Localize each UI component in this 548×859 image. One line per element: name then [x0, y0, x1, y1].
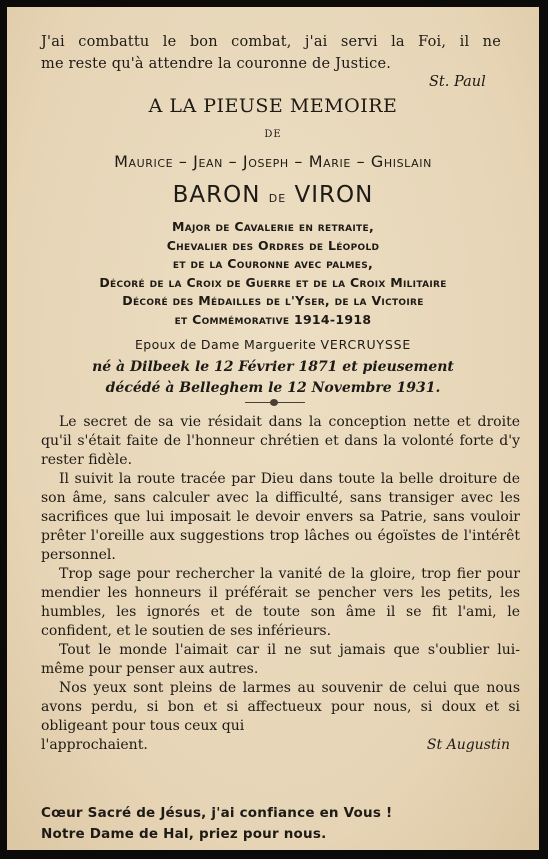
memorial-de: DE [264, 129, 282, 140]
memorial-card [7, 7, 539, 850]
deceased-given-names: Maurice – Jean – Joseph – Marie – Ghislain [114, 152, 432, 171]
epigraph-line-2: me reste qu'à attendre la couronne de Justice. [41, 56, 392, 72]
baron-particle: de [268, 187, 287, 206]
death-line: décédé à Belleghem le 12 Novembre 1931. [105, 380, 441, 396]
birth-line: né à Dilbeek le 12 Février 1871 et pieusement [92, 359, 454, 375]
baron-prefix: BARON [172, 182, 261, 208]
eulogy-paragraph: Tout le monde l'aimait car il ne sut jamais que s'oublier lui-même pour penser aux autres. [41, 642, 520, 677]
honour-line: Décoré des Médailles de l'Yser, de la Victoire [122, 293, 424, 308]
epigraph-line-1: J'ai combattu le bon combat, j'ai servi la Foi, il ne [41, 34, 501, 50]
spouse-line [7, 337, 539, 352]
epigraph-signature: St. Paul [429, 74, 486, 90]
memorial-heading: A LA PIEUSE MEMOIRE [148, 95, 398, 117]
prayers [41, 803, 521, 845]
honour-line: Chevalier des Ordres de Léopold [166, 237, 380, 253]
spouse-surname: VERCRUYSSE [320, 337, 412, 352]
epigraph [41, 31, 501, 75]
birth-death-dates [7, 357, 539, 399]
honour-line: et de la Couronne avec palmes, [172, 256, 374, 271]
prayer-line: Cœur Sacré de Jésus, j'ai confiance en Vous ! [41, 805, 393, 821]
divider-ornament [270, 399, 278, 406]
eulogy-closing-word: l'approchaient. [41, 737, 148, 753]
prayer-line: Notre Dame de Hal, priez pour nous. [41, 826, 327, 842]
deceased-title-name [7, 182, 539, 208]
honour-line: et Commémorative 1914-1918 [174, 311, 372, 327]
eulogy-text [41, 413, 520, 755]
eulogy-signature: St Augustin [426, 737, 510, 753]
eulogy-paragraph: Trop sage pour rechercher la vanité de la gloire, trop fier pour mendier les honneurs il préférait se pencher vers les petits, les humbles, les ignorés et de toute son âme il se fit l'ami, le confident, et le soutien de ses inférieurs. [41, 566, 520, 639]
eulogy-paragraph: Nos yeux sont pleins de larmes au souvenir de celui que nous avons perdu, si bon et si affectueux pour nous, si doux et si obligeant pour tous ceux qui [41, 680, 520, 734]
eulogy-paragraph: Il suivit la route tracée par Dieu dans toute la belle droiture de son âme, sans calculer avec la difficulté, sans transiger avec les sacrifices que lui imposait le devoir envers sa Patrie, sans vouloir prêter l'oreille aux suggestions trop lâches ou égoïstes de l'intérêt personnel. [41, 471, 520, 563]
eulogy-closing-line [41, 736, 520, 755]
honour-line: Major de Cavalerie en retraite, [172, 219, 374, 234]
honour-line: Décoré de la Croix de Guerre et de la Croix Militaire [99, 274, 447, 290]
honours-list [7, 218, 539, 329]
baron-surname: VIRON [294, 182, 374, 208]
eulogy-paragraph: Le secret de sa vie résidait dans la conception nette et droite qu'il s'était faite de l'honneur chrétien et dans la volonté forte d'y rester fidèle. [41, 414, 520, 468]
spouse-prefix: Epoux de Dame Marguerite [134, 337, 317, 352]
